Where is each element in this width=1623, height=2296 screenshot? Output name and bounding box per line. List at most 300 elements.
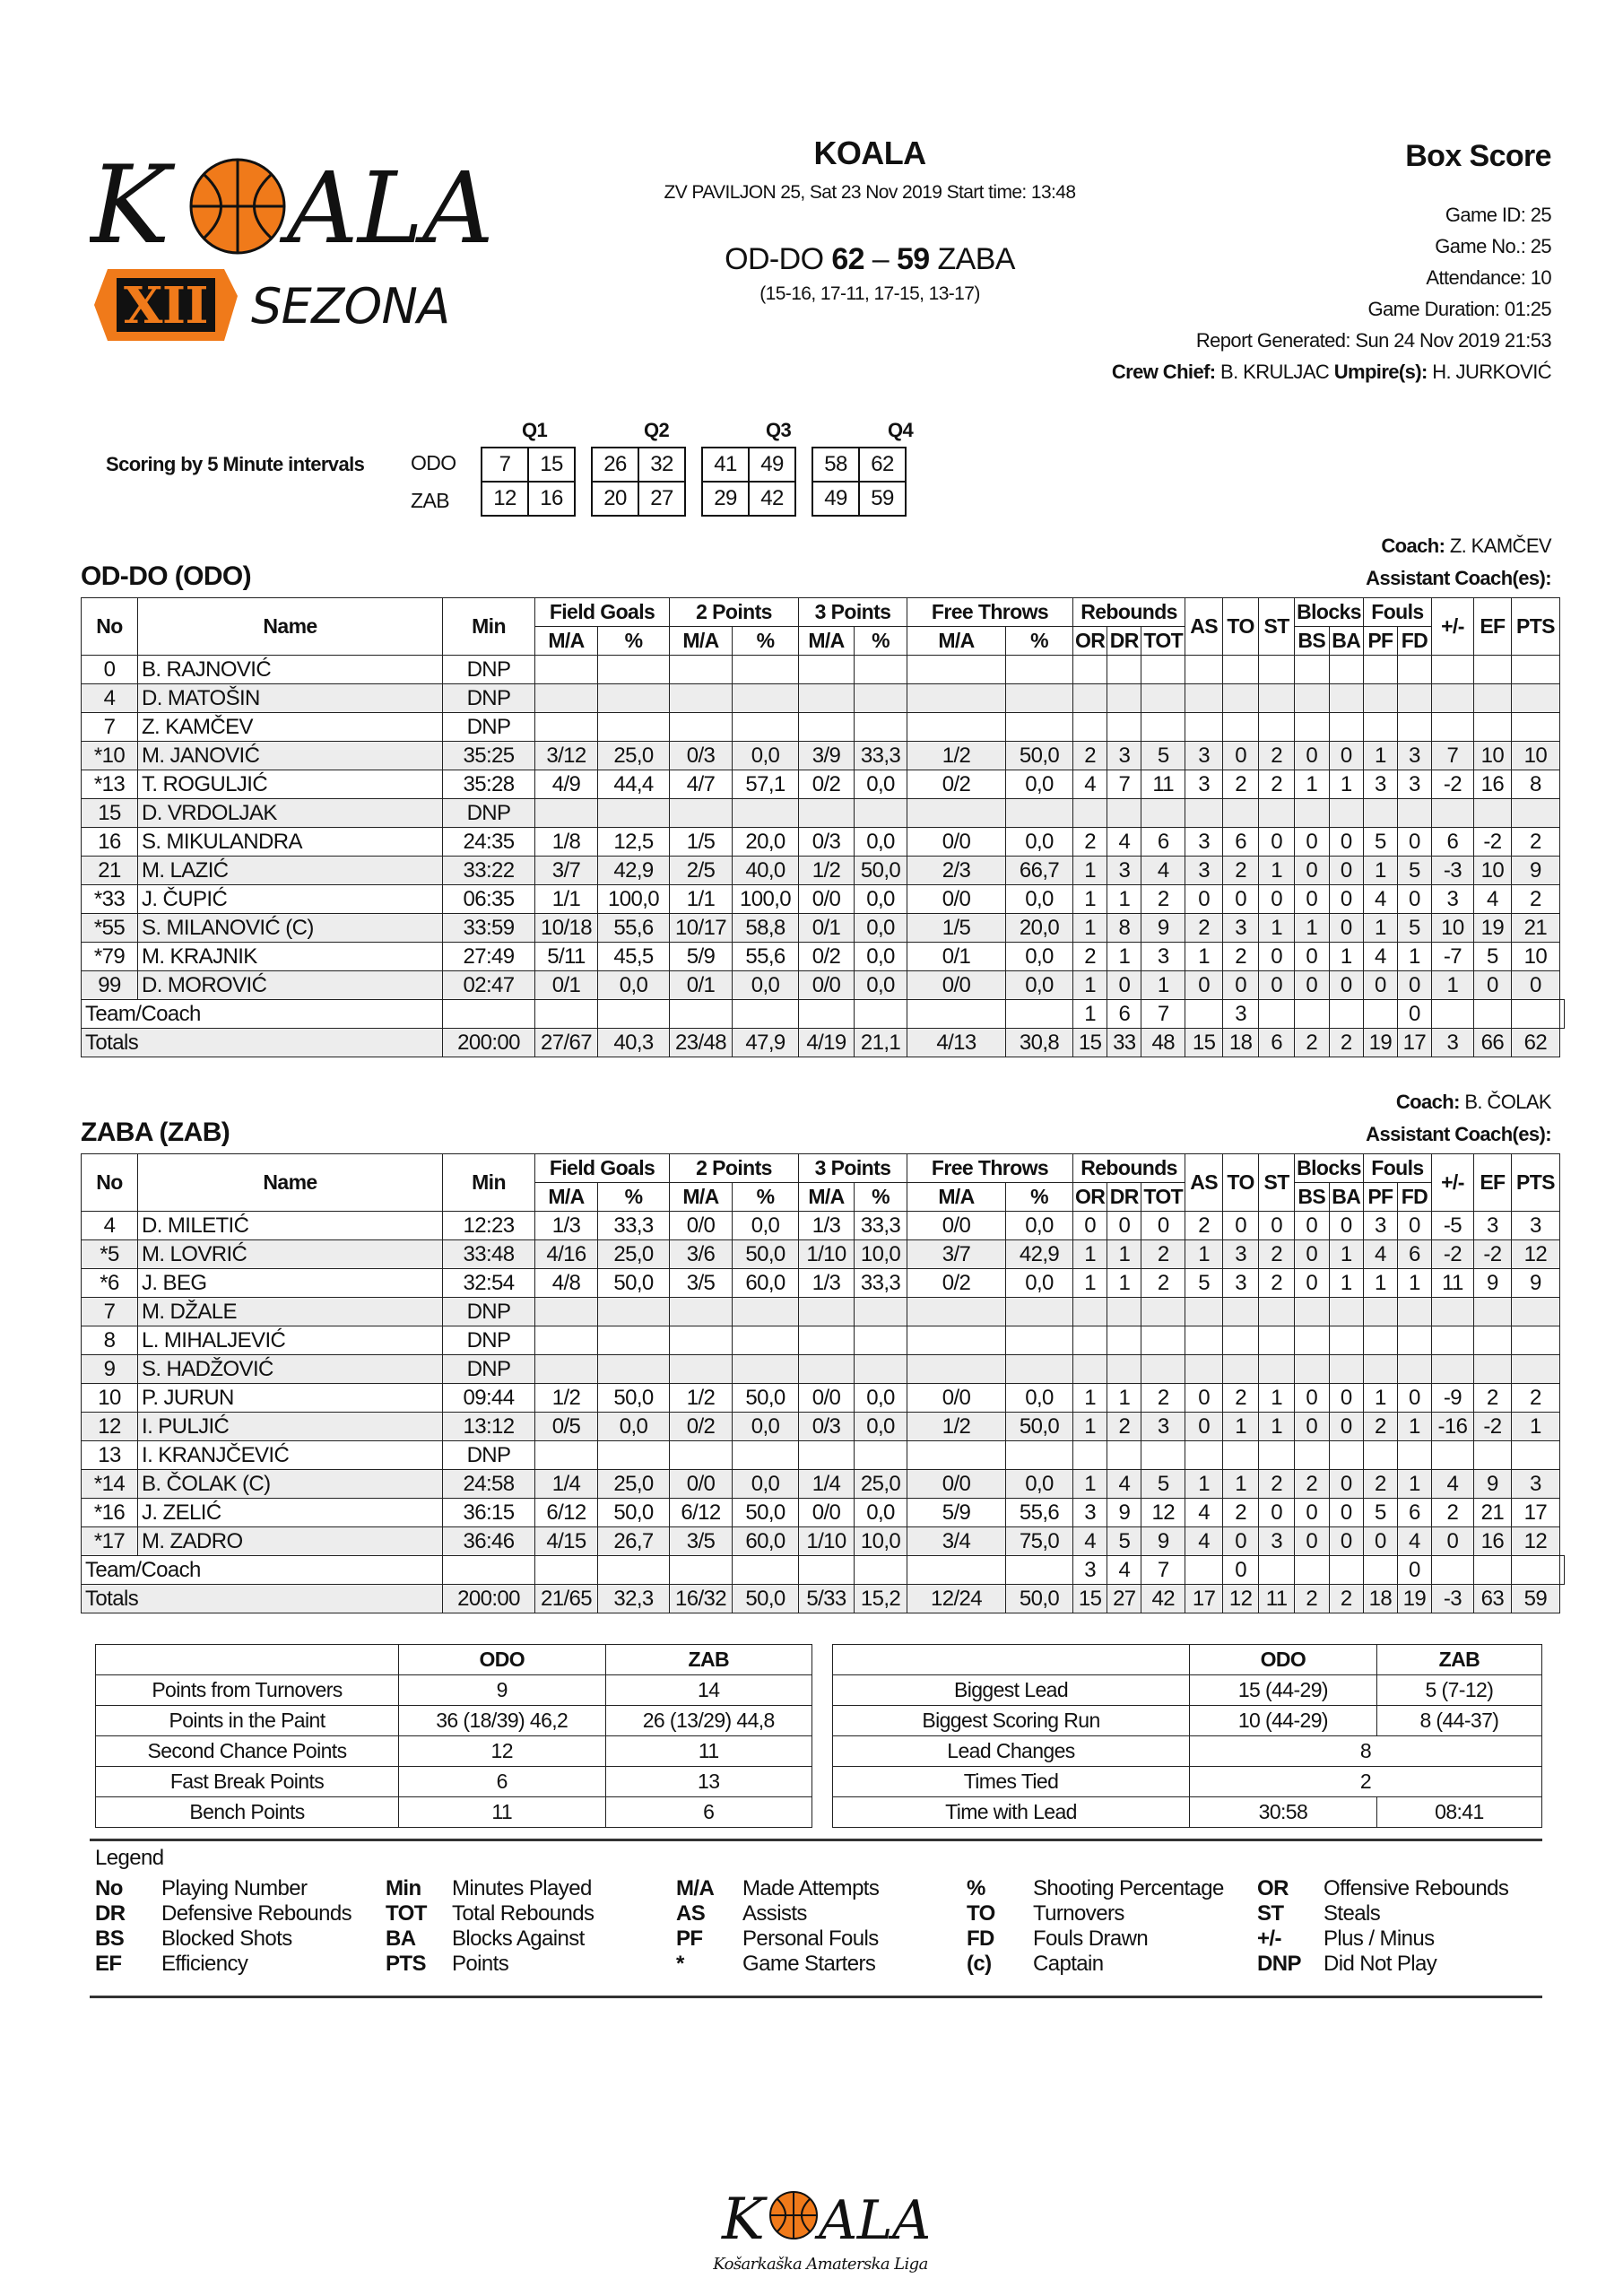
player-row [82,914,1565,943]
totals-cell: 42 [1141,1585,1185,1613]
legend-bottom-rule [90,1996,1542,1998]
stat-cell: 6 [1141,828,1185,857]
player-number: 99 [82,971,138,1000]
stat-cell: 1 [1073,914,1107,943]
player-minutes: 35:25 [443,742,535,770]
stat-cell: 7 [1431,742,1473,770]
stat-cell: 3 [1073,1499,1107,1527]
player-minutes: 33:22 [443,857,535,885]
player-number: 4 [82,684,138,713]
empty-cell [1006,1556,1073,1585]
stat-cell: 50,0 [598,1499,670,1527]
stat-cell: 25,0 [855,1470,907,1499]
stat-cell: 0 [1185,1413,1223,1441]
stat-cell: 0 [1295,857,1329,885]
column-header: PTS [1511,598,1559,656]
legend-desc: Shooting Percentage [1033,1876,1224,1900]
team1-assistant: Assistant Coach(es): [1366,567,1551,589]
legend-desc: Assists [742,1901,807,1926]
player-name: M. LAZIĆ [138,857,443,885]
stat-cell: 2 [1259,742,1295,770]
stat-cell: 2 [1185,1212,1223,1240]
empty-cell [443,1000,535,1029]
column-subheader: DR [1107,1183,1141,1212]
legend-top-rule [90,1839,1542,1841]
player-row [82,770,1565,799]
stat-cell: 0,0 [733,742,799,770]
column-header: TO [1223,598,1259,656]
empty-cell [1329,799,1363,828]
stat-cell: 0 [1223,1212,1259,1240]
team1-box-score [81,597,1565,1057]
stat-cell: 1/3 [535,1212,598,1240]
stat-cell: 3 [1473,1212,1511,1240]
column-header: Free Throws [907,1154,1073,1183]
summary-value: 8 (44-37) [1376,1706,1541,1736]
stat-cell: 1/4 [535,1470,598,1499]
stat-cell: 55,6 [1006,1499,1073,1527]
player-number: *6 [82,1269,138,1298]
column-subheader: FD [1397,1183,1431,1212]
player-minutes: 33:59 [443,914,535,943]
empty-cell [1073,1298,1107,1326]
stat-cell: 4 [1185,1527,1223,1556]
summary-label: Biggest Scoring Run [833,1706,1190,1736]
summary-right-table [832,1644,1542,1828]
stat-cell: -2 [1473,1240,1511,1269]
column-subheader: FD [1397,627,1431,656]
empty-cell [1473,1556,1511,1585]
empty-cell [1295,1441,1329,1470]
game-id: Game ID: 25 [1445,204,1551,226]
stat-cell: 2 [1223,1384,1259,1413]
stat-cell: 9 [1141,1527,1185,1556]
player-name: D. VRDOLJAK [138,799,443,828]
player-name: L. MIHALJEVIĆ [138,1326,443,1355]
player-number: *10 [82,742,138,770]
stat-cell: 5 [1397,857,1431,885]
stat-cell: 0/0 [799,971,855,1000]
report-generated: Report Generated: Sun 24 Nov 2019 21:53 [1195,329,1551,352]
column-header: No [82,598,138,656]
stat-cell: 44,4 [598,770,670,799]
empty-cell [1397,684,1431,713]
stat-cell: 2/5 [670,857,733,885]
summary-label: Time with Lead [833,1797,1190,1828]
legend-key: PTS [386,1952,426,1976]
team-or: 1 [1073,1000,1107,1029]
empty-cell [799,684,855,713]
stat-cell: 1 [1073,1384,1107,1413]
stat-cell: 0 [1295,828,1329,857]
stat-cell: 1 [1185,1470,1223,1499]
stat-cell: 11 [1431,1269,1473,1298]
stat-cell: 1 [1107,1384,1141,1413]
stat-cell: 0 [1329,742,1363,770]
totals-cell: -3 [1431,1585,1473,1613]
stat-cell: 4 [1397,1527,1431,1556]
player-number: 15 [82,799,138,828]
column-subheader: PF [1363,1183,1397,1212]
player-minutes: DNP [443,1355,535,1384]
empty-cell [1511,1000,1559,1029]
legend-key: BA [386,1926,416,1951]
stat-cell: 0,0 [1006,943,1073,971]
stat-cell: 0/0 [799,1384,855,1413]
empty-cell [1259,1298,1295,1326]
totals-cell: 50,0 [1006,1585,1073,1613]
interval-cell: 42 [749,482,795,516]
summary-col-header: ODO [399,1645,606,1675]
stat-cell: 2 [1259,1269,1295,1298]
player-number: 13 [82,1441,138,1470]
empty-cell [670,656,733,684]
summary-value: 8 [1190,1736,1542,1767]
legend-key: No [95,1876,123,1900]
summary-row [96,1675,812,1706]
stat-cell: 1 [1107,1269,1141,1298]
stat-cell: 3/12 [535,742,598,770]
stat-cell: 1/10 [799,1527,855,1556]
totals-label: Totals [82,1029,443,1057]
empty-cell [1006,1000,1073,1029]
empty-cell [670,1355,733,1384]
empty-cell [1431,799,1473,828]
empty-cell [1185,1355,1223,1384]
player-row [82,684,1565,713]
totals-cell: 62 [1511,1029,1559,1057]
stat-cell: 0/1 [907,943,1006,971]
stat-cell: 5 [1363,828,1397,857]
player-number: *16 [82,1499,138,1527]
player-number: *17 [82,1527,138,1556]
empty-cell [443,1556,535,1585]
empty-cell [799,1441,855,1470]
team-pf: 0 [1397,1000,1431,1029]
legend-key: EF [95,1952,122,1976]
stat-cell: 0 [1295,1413,1329,1441]
stat-cell: 3 [1107,742,1141,770]
empty-cell [855,713,907,742]
team-to: 3 [1223,1000,1259,1029]
stat-cell: 3/5 [670,1527,733,1556]
empty-cell [1223,713,1259,742]
stat-cell: 0 [1185,885,1223,914]
stat-cell: 0/0 [907,885,1006,914]
empty-cell [1185,713,1223,742]
stat-cell: 0,0 [733,971,799,1000]
stat-cell: 0 [1329,1527,1363,1556]
empty-cell [535,656,598,684]
player-number: 16 [82,828,138,857]
empty-cell [907,1355,1006,1384]
empty-cell [1223,1298,1259,1326]
score-dash: – [872,242,890,276]
column-header: AS [1185,1154,1223,1212]
stat-cell: 1 [1397,1413,1431,1441]
legend-desc: Fouls Drawn [1033,1926,1149,1951]
team-tot: 7 [1141,1000,1185,1029]
stat-cell: -16 [1431,1413,1473,1441]
gap [795,482,812,516]
score-line [664,242,1076,277]
stat-cell: 5/11 [535,943,598,971]
column-header: +/- [1431,1154,1473,1212]
empty-cell [855,1298,907,1326]
totals-cell: 5/33 [799,1585,855,1613]
totals-cell: 19 [1397,1585,1431,1613]
team1-coach [1381,535,1551,558]
player-name: B. RAJNOVIĆ [138,656,443,684]
stat-cell: 1 [1397,1269,1431,1298]
stat-cell: 10 [1511,742,1559,770]
empty-cell [1141,1326,1185,1355]
interval-cell: 62 [859,448,906,482]
player-row [82,1240,1565,1269]
stat-cell: 0 [1295,1499,1329,1527]
player-name: J. BEG [138,1269,443,1298]
empty-cell [1363,1355,1397,1384]
stat-cell: 3/4 [907,1527,1006,1556]
stat-cell: 1/8 [535,828,598,857]
stat-cell: 0,0 [855,770,907,799]
stat-cell: 2 [1363,1413,1397,1441]
stat-cell: 0/5 [535,1413,598,1441]
stat-cell: 2 [1511,828,1559,857]
legend-key: AS [676,1901,706,1926]
player-name: P. JURUN [138,1384,443,1413]
stat-cell: 33,3 [598,1212,670,1240]
interval-cell: 59 [859,482,906,516]
legend-desc: Minutes Played [452,1876,592,1900]
empty-cell [1107,1355,1141,1384]
column-header: 2 Points [670,598,799,627]
stat-cell: 1/2 [670,1384,733,1413]
empty-cell [855,1441,907,1470]
empty-cell [1006,684,1073,713]
stat-cell: 0 [1107,971,1141,1000]
stat-cell: 2 [1073,742,1107,770]
empty-cell [1107,799,1141,828]
stat-cell: 2 [1185,914,1223,943]
stat-cell: 3 [1223,1269,1259,1298]
stat-cell: 0,0 [1006,1470,1073,1499]
summary-value: 30:58 [1190,1797,1377,1828]
away-team: ZABA [937,242,1015,276]
coach-name: B. ČOLAK [1464,1091,1551,1113]
player-minutes: 36:15 [443,1499,535,1527]
stat-cell: -5 [1431,1212,1473,1240]
stat-cell: 0,0 [855,1384,907,1413]
empty-cell [598,1556,670,1585]
stat-cell: 1 [1185,943,1223,971]
summary-value: 2 [1190,1767,1542,1797]
stat-cell: 25,0 [598,1240,670,1269]
stat-cell: 10 [1511,943,1559,971]
header-row [82,1154,1565,1183]
empty-cell [1295,656,1329,684]
totals-cell: 17 [1185,1585,1223,1613]
player-row [82,1499,1565,1527]
column-header: EF [1473,1154,1511,1212]
stat-cell: 1 [1363,742,1397,770]
stat-cell: 42,9 [1006,1240,1073,1269]
empty-cell [1185,799,1223,828]
stat-cell: 5 [1185,1269,1223,1298]
empty-cell [1397,713,1431,742]
summary-label: Lead Changes [833,1736,1190,1767]
column-subheader: M/A [907,627,1006,656]
interval-cell: 26 [592,448,638,482]
column-header: Fouls [1363,1154,1431,1183]
q4-label: Q4 [888,419,914,441]
footer-tagline: Košarkaška Amaterska Liga [713,2255,928,2274]
stat-cell: 3 [1511,1470,1559,1499]
summary-value: 36 (18/39) 46,2 [399,1706,606,1736]
empty-cell [1259,1326,1295,1355]
interval-cell: 27 [638,482,685,516]
stat-cell: 0/3 [799,828,855,857]
empty-cell [1141,799,1185,828]
stat-cell: 0/1 [535,971,598,1000]
stat-cell: 2/3 [907,857,1006,885]
totals-cell: 11 [1259,1585,1295,1613]
column-subheader: BS [1295,1183,1329,1212]
player-minutes: 02:47 [443,971,535,1000]
empty-cell [1141,713,1185,742]
stat-cell: 1 [1295,770,1329,799]
empty-cell [1511,799,1559,828]
stat-cell: 2 [1073,943,1107,971]
empty-cell [1185,1441,1223,1470]
empty-cell [1329,713,1363,742]
stat-cell: 4 [1363,943,1397,971]
empty-cell [1223,1326,1259,1355]
stat-cell: 9 [1511,1269,1559,1298]
totals-cell: 18 [1363,1585,1397,1613]
empty-cell [733,713,799,742]
summary-value: 08:41 [1376,1797,1541,1828]
stat-cell: -2 [1473,1413,1511,1441]
player-name: D. MATOŠIN [138,684,443,713]
stat-cell: 0 [1223,742,1259,770]
koala-logo [90,144,493,377]
player-row [82,885,1565,914]
empty-cell [1107,684,1141,713]
player-minutes: 13:12 [443,1413,535,1441]
venue-line: ZV PAVILJON 25, Sat 23 Nov 2019 Start time: 13:48 [664,182,1076,203]
column-header: Rebounds [1073,1154,1185,1183]
column-subheader: OR [1073,1183,1107,1212]
game-number: Game No.: 25 [1435,235,1551,257]
stat-cell: 1/10 [799,1240,855,1269]
empty-cell [1295,1556,1329,1585]
player-name: M. ZADRO [138,1527,443,1556]
summary-value: 26 (13/29) 44,8 [605,1706,812,1736]
totals-row [82,1029,1565,1057]
stat-cell: 0 [1329,1499,1363,1527]
player-row [82,1413,1565,1441]
empty-cell [535,713,598,742]
empty-cell [1295,1000,1329,1029]
stat-cell: 0 [1259,943,1295,971]
stat-cell: 0 [1185,1384,1223,1413]
stat-cell: 0 [1295,1384,1329,1413]
column-header: 2 Points [670,1154,799,1183]
column-subheader: TOT [1141,627,1185,656]
stat-cell: 0,0 [1006,1384,1073,1413]
empty-cell [535,799,598,828]
stat-cell: 0,0 [855,828,907,857]
gap [685,482,702,516]
empty-cell [1295,684,1329,713]
column-subheader: M/A [799,1183,855,1212]
empty-cell [833,1645,1190,1675]
team-dr: 6 [1107,1000,1141,1029]
footer-logo-k: K [722,2187,765,2253]
stat-cell: 4 [1107,1470,1141,1499]
empty-cell [733,1441,799,1470]
empty-cell [670,799,733,828]
stat-cell: 2 [1259,1470,1295,1499]
stat-cell: 4 [1363,1240,1397,1269]
column-header: Blocks [1295,598,1364,627]
stat-cell: 0/0 [799,1499,855,1527]
totals-cell: 2 [1295,1029,1329,1057]
legend-key: OR [1257,1876,1289,1900]
player-number: 12 [82,1413,138,1441]
stat-cell: 5 [1141,1470,1185,1499]
stat-cell: 0 [1295,1212,1329,1240]
empty-cell [670,1441,733,1470]
stat-cell: 0 [1295,1269,1329,1298]
legend-desc: Captain [1033,1952,1104,1976]
empty-cell [1397,656,1431,684]
empty-cell [598,656,670,684]
empty-cell [855,1355,907,1384]
empty-cell [670,1326,733,1355]
empty-cell [1397,799,1431,828]
empty-cell [1511,656,1559,684]
stat-cell: 10/18 [535,914,598,943]
empty-cell [598,1000,670,1029]
empty-cell [733,1298,799,1326]
stat-cell: 0 [1329,1384,1363,1413]
player-minutes: DNP [443,713,535,742]
stat-cell: 6 [1397,1499,1431,1527]
totals-cell: 27 [1107,1585,1141,1613]
legend-key: ST [1257,1901,1284,1926]
stat-cell: 1/2 [907,1413,1006,1441]
stat-cell: 2 [1073,828,1107,857]
empty-cell [1473,799,1511,828]
column-subheader: M/A [670,627,733,656]
player-number: 21 [82,857,138,885]
summary-value: 14 [605,1675,812,1706]
stat-cell: 5 [1473,943,1511,971]
player-name: B. ČOLAK (C) [138,1470,443,1499]
empty-cell [855,1326,907,1355]
empty-cell [1431,656,1473,684]
totals-cell: 33 [1107,1029,1141,1057]
player-minutes: DNP [443,1441,535,1470]
stat-cell: 5/9 [670,943,733,971]
team-dr: 4 [1107,1556,1141,1585]
column-header: Rebounds [1073,598,1185,627]
stat-cell: -9 [1431,1384,1473,1413]
player-number: 0 [82,656,138,684]
totals-cell: 48 [1141,1029,1185,1057]
